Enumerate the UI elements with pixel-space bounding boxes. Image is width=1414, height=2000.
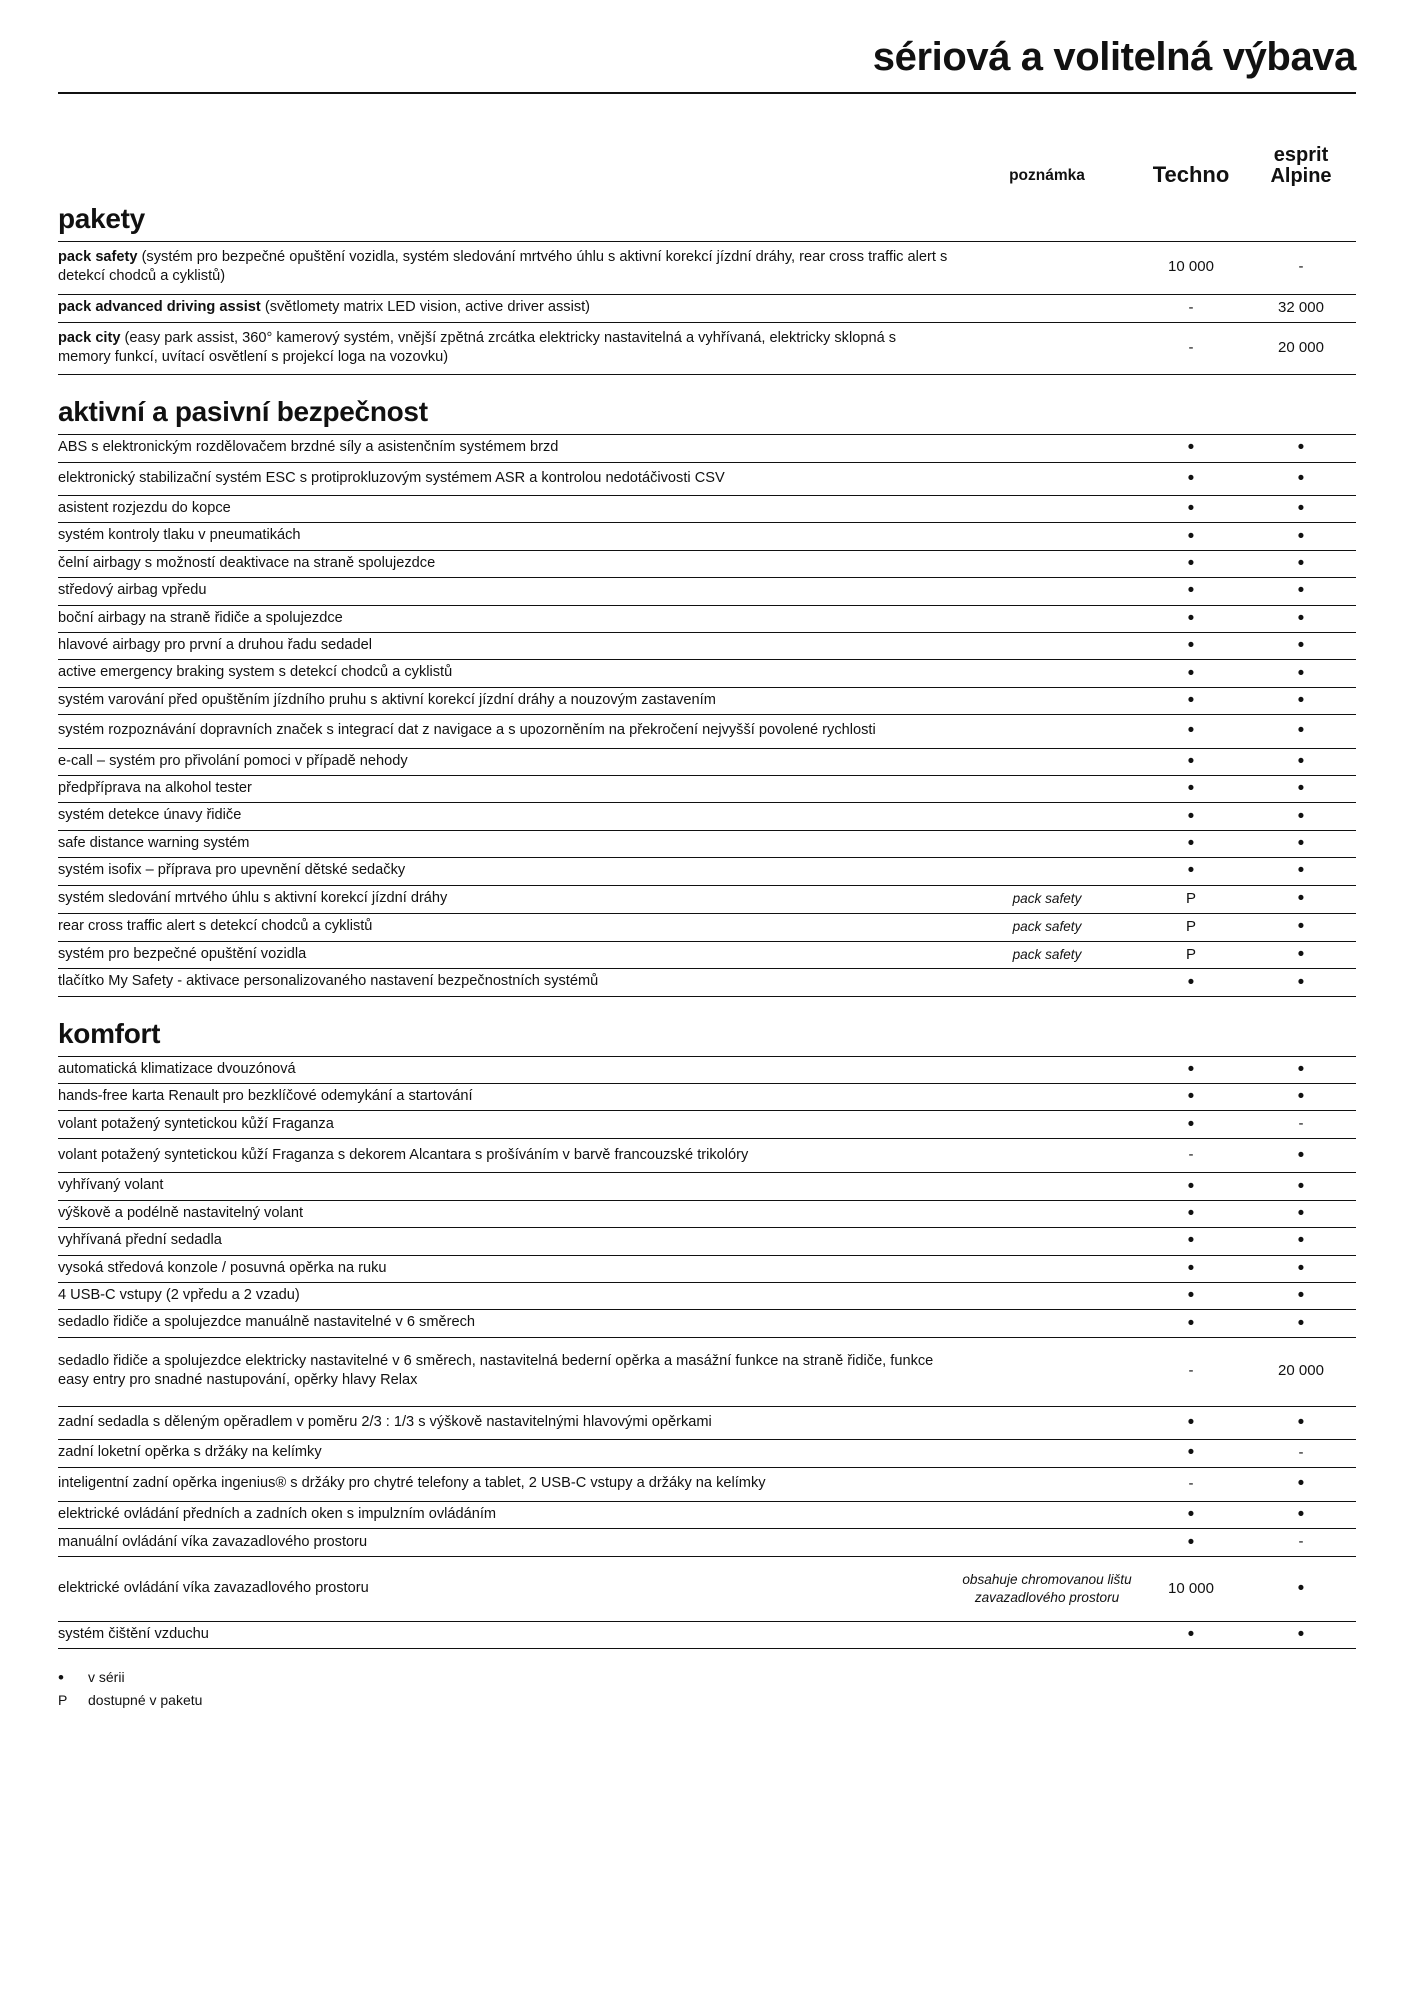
feature-note — [958, 803, 1136, 830]
value-esprit-alpine: • — [1297, 888, 1305, 910]
table-row — [58, 1529, 1356, 1557]
table-row — [58, 578, 1356, 605]
feature-label-text: systém varování před opuštěním jízdního pruhu s aktivní korekcí jízdní dráhy a nouzovým zastavením — [58, 691, 716, 708]
feature-note — [958, 1084, 1136, 1111]
value-techno: • — [1187, 662, 1195, 684]
feature-note — [958, 660, 1136, 687]
value-esprit-alpine: • — [1297, 1578, 1305, 1600]
value-techno: • — [1187, 720, 1195, 742]
feature-label-text: tlačítko My Safety - aktivace personalizovaného nastavení bezpečnostních systémů — [58, 973, 599, 990]
feature-label-text: elektronický stabilizační systém ESC s protiprokluzovým systémem ASR a kontrolou nedotáčivosti CSV — [58, 469, 725, 486]
feature-note: pack safety — [1012, 890, 1082, 906]
page-title: sériová a volitelná výbava — [872, 35, 1356, 79]
column-header-techno: Techno — [1152, 162, 1230, 188]
table-row — [58, 715, 1356, 748]
legend-row — [58, 1690, 1356, 1712]
feature-note — [958, 1200, 1136, 1227]
feature-note — [958, 1440, 1136, 1468]
value-esprit-alpine: • — [1297, 1175, 1305, 1197]
feature-label-text: systém sledování mrtvého úhlu s aktivní korekcí jízdní dráhy — [58, 889, 448, 906]
feature-note — [958, 776, 1136, 803]
value-esprit-alpine: • — [1297, 552, 1305, 574]
table-row — [58, 462, 1356, 495]
feature-label — [58, 1557, 958, 1622]
feature-label-text: (systém pro bezpečné opuštění vozidla, systém sledování mrtvého úhlu s aktivní korekcí jízdní dráhy, rear cross traffic alert s detekcí chodců a cyklistů) — [58, 248, 948, 285]
feature-label-text: předpříprava na alkohol tester — [58, 780, 252, 797]
feature-label-text: systém čištění vzduchu — [58, 1626, 209, 1643]
feature-label-text: systém kontroly tlaku v pneumatikách — [58, 527, 301, 544]
table-row — [58, 885, 1356, 913]
feature-note: pack safety — [1012, 946, 1082, 962]
feature-label — [58, 1406, 958, 1439]
feature-note — [958, 294, 1136, 322]
value-esprit-alpine: • — [1297, 1285, 1305, 1307]
value-techno: - — [1188, 1146, 1194, 1164]
feature-label — [58, 885, 958, 913]
table-row — [58, 550, 1356, 577]
table-row — [58, 322, 1356, 375]
feature-label — [58, 322, 958, 375]
feature-label-text: 4 USB-C vstupy (2 vpředu a 2 vzadu) — [58, 1286, 300, 1303]
value-esprit-alpine: • — [1297, 498, 1305, 520]
table-row — [58, 1056, 1356, 1083]
table-row — [58, 969, 1356, 996]
feature-label — [58, 969, 958, 996]
feature-note — [958, 495, 1136, 522]
feature-label-text: ABS s elektronickým rozdělovačem brzdné síly a asistenčním systémem brzd — [58, 439, 559, 456]
feature-label-text: sedadlo řidiče a spolujezdce manuálně nastavitelné v 6 směrech — [58, 1314, 475, 1331]
feature-note — [958, 322, 1136, 375]
feature-label — [58, 913, 958, 941]
feature-label — [58, 1467, 958, 1501]
table-row — [58, 830, 1356, 857]
value-esprit-alpine: • — [1297, 1144, 1305, 1166]
value-esprit-alpine: • — [1297, 860, 1305, 882]
feature-label — [58, 1200, 958, 1227]
feature-label — [58, 241, 958, 294]
value-esprit-alpine: • — [1297, 1086, 1305, 1108]
feature-note — [958, 858, 1136, 885]
value-techno: • — [1187, 1624, 1195, 1646]
table-row — [58, 803, 1356, 830]
feature-note — [958, 969, 1136, 996]
feature-label — [58, 687, 958, 714]
value-esprit-alpine: • — [1297, 525, 1305, 547]
legend-text: v sérii — [88, 1669, 125, 1686]
table-row — [58, 1139, 1356, 1173]
table-row — [58, 1084, 1356, 1111]
value-esprit-alpine: • — [1297, 1504, 1305, 1526]
feature-label-text: středový airbag vpředu — [58, 582, 207, 599]
feature-label — [58, 1529, 958, 1557]
feature-label-text: e-call – systém pro přivolání pomoci v případě nehody — [58, 752, 408, 769]
feature-label — [58, 748, 958, 775]
feature-label-text: volant potažený syntetickou kůží Fraganza — [58, 1115, 334, 1132]
table-row — [58, 1228, 1356, 1255]
value-techno: 10 000 — [1168, 258, 1214, 276]
feature-label-text: hands-free karta Renault pro bezklíčové odemykání a startování — [58, 1088, 473, 1105]
value-esprit-alpine: • — [1297, 971, 1305, 993]
value-techno: • — [1187, 1113, 1195, 1135]
title-divider — [58, 92, 1356, 94]
value-esprit-alpine: • — [1297, 1411, 1305, 1433]
feature-note — [958, 1622, 1136, 1649]
value-techno: • — [1187, 1257, 1195, 1279]
value-esprit-alpine: • — [1297, 916, 1305, 938]
feature-label — [58, 1282, 958, 1309]
value-esprit-alpine: 32 000 — [1278, 298, 1324, 316]
feature-note — [958, 241, 1136, 294]
feature-label-text: asistent rozjezdu do kopce — [58, 499, 231, 516]
feature-note — [958, 1406, 1136, 1439]
feature-label — [58, 523, 958, 550]
value-techno: • — [1187, 552, 1195, 574]
title-row — [58, 0, 1356, 78]
value-techno: P — [1185, 917, 1196, 935]
table-row — [58, 1501, 1356, 1528]
feature-label — [58, 578, 958, 605]
feature-label-text: manuální ovládání víka zavazadlového prostoru — [58, 1533, 368, 1550]
feature-label-text: volant potažený syntetickou kůží Fraganza s dekorem Alcantara s prošíváním v barvě francouzské trikolóry — [58, 1146, 749, 1163]
feature-label-text: (easy park assist, 360° kamerový systém, vnější zpětná zrcátka elektricky nastavitelná a vyhřívaná, elektricky sklopná s memory funkcí, uvítací osvětlení s projekcí loga na vozovku) — [58, 329, 897, 365]
table-row — [58, 1200, 1356, 1227]
legend-text: dostupné v paketu — [88, 1691, 203, 1708]
column-header-esprit-alpine — [1246, 145, 1356, 188]
table-row — [58, 687, 1356, 714]
value-techno: • — [1187, 498, 1195, 520]
feature-label — [58, 1501, 958, 1528]
feature-table-pakety — [58, 241, 1356, 376]
feature-label-bold: pack advanced driving assist — [58, 298, 261, 315]
feature-note — [958, 715, 1136, 748]
feature-note — [958, 550, 1136, 577]
table-row — [58, 241, 1356, 294]
feature-label — [58, 715, 958, 748]
table-row — [58, 294, 1356, 322]
feature-note — [958, 830, 1136, 857]
feature-label — [58, 1310, 958, 1337]
table-row — [58, 1467, 1356, 1501]
feature-label — [58, 803, 958, 830]
table-row — [58, 1173, 1356, 1200]
table-row — [58, 1310, 1356, 1337]
table-row — [58, 495, 1356, 522]
feature-label-text: rear cross traffic alert s detekcí chodců a cyklistů — [58, 917, 373, 934]
feature-label-text: systém pro bezpečné opuštění vozidla — [58, 945, 307, 962]
feature-label — [58, 495, 958, 522]
feature-label — [58, 1337, 958, 1406]
feature-note — [958, 462, 1136, 495]
legend-key: • — [58, 1668, 64, 1688]
table-row — [58, 858, 1356, 885]
feature-note — [958, 1228, 1136, 1255]
value-techno: • — [1187, 635, 1195, 657]
value-techno: • — [1187, 525, 1195, 547]
value-techno: • — [1187, 1531, 1195, 1553]
value-esprit-alpine: 20 000 — [1278, 338, 1324, 356]
feature-label-text: (světlomety matrix LED vision, active driver assist) — [260, 298, 591, 315]
value-esprit-alpine: • — [1297, 750, 1305, 772]
feature-note: pack safety — [1012, 918, 1082, 934]
column-header-row — [58, 114, 1356, 188]
feature-note — [958, 1501, 1136, 1528]
value-techno: • — [1187, 437, 1195, 459]
value-techno: • — [1187, 1504, 1195, 1526]
feature-label — [58, 660, 958, 687]
value-techno: • — [1187, 607, 1195, 629]
value-esprit-alpine: • — [1297, 833, 1305, 854]
table-row — [58, 941, 1356, 969]
section-title-bezpecnost: aktivní a pasivní bezpečnost — [58, 396, 428, 428]
column-header-esprit-line1: esprit — [1273, 144, 1329, 167]
section-title-pakety: pakety — [58, 203, 145, 234]
feature-label-text: zadní loketní opěrka s držáky na kelímky — [58, 1444, 322, 1461]
value-esprit-alpine: • — [1297, 1257, 1305, 1279]
feature-label — [58, 435, 958, 462]
feature-label — [58, 633, 958, 660]
table-row — [58, 748, 1356, 775]
value-esprit-alpine: • — [1297, 778, 1305, 800]
table-row — [58, 1111, 1356, 1139]
feature-label — [58, 1440, 958, 1468]
feature-label — [58, 1084, 958, 1111]
feature-label — [58, 605, 958, 632]
value-esprit-alpine: • — [1297, 662, 1305, 684]
value-techno: • — [1187, 580, 1195, 602]
value-esprit-alpine: • — [1297, 689, 1305, 711]
feature-note — [958, 1111, 1136, 1139]
value-esprit-alpine: • — [1297, 1202, 1305, 1224]
feature-note — [958, 633, 1136, 660]
section-title-komfort: komfort — [58, 1017, 161, 1049]
feature-label-bold: pack city — [58, 329, 121, 346]
feature-label-bold: pack safety — [58, 248, 138, 265]
feature-label — [58, 550, 958, 577]
feature-label — [58, 776, 958, 803]
feature-label — [58, 858, 958, 885]
value-techno: • — [1187, 467, 1195, 489]
feature-label-text: čelní airbagy s možností deaktivace na straně spolujezdce — [58, 554, 436, 571]
value-esprit-alpine: - — [1298, 258, 1304, 276]
table-row — [58, 633, 1356, 660]
value-techno: - — [1188, 338, 1194, 356]
legend-key: P — [58, 1691, 68, 1708]
table-row — [58, 1337, 1356, 1406]
feature-label-text: zadní sedadla s děleným opěradlem v poměru 2/3 : 1/3 s výškově nastavitelnými hlavovými opěrkami — [58, 1413, 712, 1430]
value-techno: • — [1187, 805, 1195, 827]
value-esprit-alpine: • — [1297, 607, 1305, 629]
column-header-esprit-line2: Alpine — [1270, 165, 1332, 188]
feature-label — [58, 1255, 958, 1282]
value-techno: • — [1187, 750, 1195, 772]
feature-note — [958, 1139, 1136, 1173]
feature-label — [58, 1173, 958, 1200]
feature-label-text: sedadlo řidiče a spolujezdce elektricky nastavitelné v 6 směrech, nastavitelná bederní opěrka a masážní funkce na straně řidiče, funkce easy entry pro snadné nastupování, opěrky hlavy Relax — [58, 1352, 934, 1389]
feature-note — [958, 578, 1136, 605]
feature-label — [58, 941, 958, 969]
value-techno: • — [1187, 860, 1195, 882]
feature-note — [958, 1056, 1136, 1083]
table-row — [58, 1622, 1356, 1649]
table-row — [58, 913, 1356, 941]
legend-row — [58, 1667, 1356, 1689]
feature-label-text: elektrické ovládání víka zavazadlového prostoru — [58, 1579, 369, 1596]
feature-label — [58, 1228, 958, 1255]
table-row — [58, 1440, 1356, 1468]
value-techno: • — [1187, 1411, 1195, 1433]
value-techno: P — [1185, 945, 1196, 963]
value-esprit-alpine: • — [1297, 580, 1305, 602]
table-row — [58, 1406, 1356, 1439]
feature-label-text: vyhřívaný volant — [58, 1177, 164, 1194]
feature-label-text: systém detekce únavy řidiče — [58, 807, 242, 824]
feature-label — [58, 1111, 958, 1139]
feature-note — [958, 748, 1136, 775]
value-techno: • — [1187, 971, 1195, 993]
table-row — [58, 605, 1356, 632]
value-esprit-alpine: • — [1297, 1058, 1305, 1080]
feature-label-text: elektrické ovládání předních a zadních oken s impulzním ovládáním — [58, 1505, 497, 1522]
value-techno: - — [1188, 1474, 1194, 1492]
table-row — [58, 660, 1356, 687]
feature-note — [958, 605, 1136, 632]
table-row — [58, 1282, 1356, 1309]
feature-note — [958, 1337, 1136, 1406]
value-techno: • — [1187, 1230, 1195, 1252]
feature-label-text: hlavové airbagy pro první a druhou řadu sedadel — [58, 637, 372, 653]
table-row — [58, 435, 1356, 462]
feature-label — [58, 462, 958, 495]
value-techno: 10 000 — [1168, 1579, 1214, 1597]
feature-note — [958, 1529, 1136, 1557]
value-techno: • — [1187, 1442, 1195, 1464]
table-row — [58, 1557, 1356, 1622]
feature-table-bezpecnost — [58, 434, 1356, 997]
value-esprit-alpine: - — [1298, 1444, 1304, 1462]
value-techno: • — [1187, 1058, 1195, 1080]
value-esprit-alpine: 20 000 — [1278, 1362, 1324, 1380]
feature-label — [58, 294, 958, 322]
feature-note — [958, 435, 1136, 462]
feature-note — [958, 687, 1136, 714]
feature-label-text: active emergency braking system s detekcí chodců a cyklistů — [58, 664, 453, 681]
feature-label-text: safe distance warning systém — [58, 834, 250, 851]
value-techno: • — [1187, 778, 1195, 800]
value-esprit-alpine: • — [1297, 467, 1305, 489]
feature-table-komfort — [58, 1056, 1356, 1650]
value-esprit-alpine: • — [1297, 1312, 1305, 1334]
value-esprit-alpine: - — [1298, 1533, 1304, 1551]
value-esprit-alpine: • — [1297, 805, 1305, 827]
value-techno: • — [1187, 1202, 1195, 1224]
value-esprit-alpine: • — [1297, 437, 1305, 459]
feature-label-text: systém isofix – příprava pro upevnění dětské sedačky — [58, 862, 406, 879]
column-header-note: poznámka — [1009, 167, 1085, 184]
value-techno: • — [1187, 1175, 1195, 1197]
value-esprit-alpine: • — [1297, 1624, 1305, 1646]
feature-note — [958, 1255, 1136, 1282]
feature-label-text: systém rozpoznávání dopravních značek s integrací dat z navigace a s upozorněním na překročení nejvyšší povolené rychlosti — [58, 722, 876, 739]
feature-label-text: automatická klimatizace dvouzónová — [58, 1060, 296, 1077]
feature-note: obsahuje chromovanou lištu zavazadlového prostoru — [962, 1572, 1132, 1605]
feature-label — [58, 1622, 958, 1649]
feature-label-text: boční airbagy na straně řidiče a spolujezdce — [58, 609, 343, 626]
value-esprit-alpine: • — [1297, 720, 1305, 742]
value-techno: P — [1185, 889, 1196, 907]
feature-label-text: vyhřívaná přední sedadla — [58, 1232, 222, 1249]
table-row — [58, 776, 1356, 803]
feature-label — [58, 1139, 958, 1173]
value-techno: • — [1187, 1285, 1195, 1307]
feature-note — [958, 1467, 1136, 1501]
sections-container — [58, 204, 1356, 1649]
table-row — [58, 1255, 1356, 1282]
feature-label-text: inteligentní zadní opěrka ingenius® s držáky pro chytré telefony a tablet, 2 USB-C vstupy a držáky na kelímky — [58, 1475, 766, 1492]
value-techno: • — [1187, 1086, 1195, 1108]
feature-note — [958, 1310, 1136, 1337]
value-techno: • — [1187, 1312, 1195, 1334]
value-techno: • — [1187, 689, 1195, 711]
feature-note — [958, 1173, 1136, 1200]
feature-label-text: výškově a podélně nastavitelný volant — [58, 1204, 304, 1221]
feature-label-text: vysoká středová konzole / posuvná opěrka na ruku — [58, 1259, 387, 1276]
feature-label — [58, 830, 958, 857]
value-techno: - — [1188, 298, 1194, 316]
feature-label — [58, 1056, 958, 1083]
value-esprit-alpine: • — [1297, 943, 1305, 965]
value-esprit-alpine: • — [1297, 635, 1305, 657]
table-row — [58, 523, 1356, 550]
feature-note — [958, 1282, 1136, 1309]
value-esprit-alpine: • — [1297, 1230, 1305, 1252]
value-esprit-alpine: • — [1297, 1473, 1305, 1495]
legend — [58, 1667, 1356, 1711]
value-techno: - — [1188, 1362, 1194, 1380]
value-techno: • — [1187, 833, 1195, 854]
feature-note — [958, 523, 1136, 550]
value-esprit-alpine: - — [1298, 1115, 1304, 1133]
